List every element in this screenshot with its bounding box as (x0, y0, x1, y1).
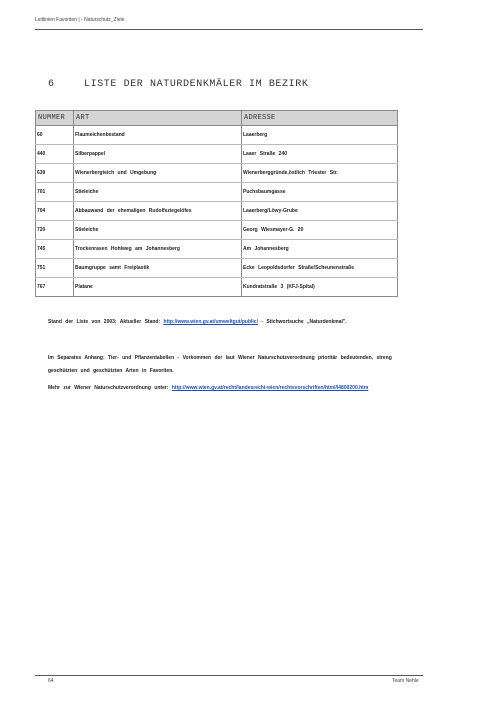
table-row (36, 259, 398, 278)
table-row (36, 278, 398, 297)
column-header-number: NUMMER (36, 111, 74, 126)
regulation-note (48, 382, 424, 395)
cell-address: Kundratstraße 3 (KFJ-Spital) (242, 278, 398, 297)
status-text: Stand der Liste von 2003; Aktueller Stand: (48, 319, 161, 325)
section-title: LISTE DER NATURDENKMÄLER IM BEZIRK (84, 79, 309, 90)
section-number: 6 (48, 79, 55, 90)
cell-address: Laaerberg/Löwy-Grube (242, 202, 398, 221)
cell-number: 639 (36, 164, 74, 183)
cell-address: Wienerberggründe,östlich Triester Str. (242, 164, 398, 183)
cell-address: Am Johannesberg (242, 240, 398, 259)
natural-monuments-table (35, 110, 398, 297)
regulation-text: Mehr zur Wiener Naturschutzverordnung unter: (48, 385, 169, 391)
page-number: 64 (48, 678, 54, 684)
cell-type: Trockenrasen Hohlweg am Johannesberg (74, 240, 242, 259)
cell-address: Laaerberg (242, 126, 398, 145)
cell-number: 751 (36, 259, 74, 278)
cell-number: 440 (36, 145, 74, 164)
cell-number: 720 (36, 221, 74, 240)
cell-type: Baumgruppe samt Freiplastik (74, 259, 242, 278)
list-status-note (48, 316, 424, 329)
cell-type: Silberpappel (74, 145, 242, 164)
regulation-link[interactable]: http://www.wien.gv.at/recht/landesrecht-wien/rechtsvorschriften/html/l4800200.htm (171, 385, 369, 391)
table-row (36, 202, 398, 221)
running-header: Leitlinien Favoriten | - Naturschutz_Ziele (35, 17, 125, 23)
cell-number: 60 (36, 126, 74, 145)
table-row (36, 126, 398, 145)
cell-address: Laaer Straße 240 (242, 145, 398, 164)
cell-number: 745 (36, 240, 74, 259)
cell-number: 704 (36, 202, 74, 221)
cell-type: Abbauwand der ehemaligen Rudolfsziegelöfes (74, 202, 242, 221)
cell-type: Stieleiche (74, 183, 242, 202)
footer-divider (35, 675, 423, 676)
table-row (36, 183, 398, 202)
cell-address: Puchsbaumgasse (242, 183, 398, 202)
cell-address: Ecke Leopoldsdorfer Straße/Scheunenstraße (242, 259, 398, 278)
appendix-note: Im Separates Anhang: Tier- und Pflanzentabellen - Vorkommen der laut Wiener Naturschutzverordnung prioritär bedeutenden, streng geschützten und geschützten Arten in Favoriten. (48, 355, 392, 374)
cell-number: 767 (36, 278, 74, 297)
cell-address: Georg Wiesmayer-G. 20 (242, 221, 398, 240)
table-row (36, 145, 398, 164)
status-suffix: - Stichwortsuche „Naturdenkmal". (261, 319, 347, 325)
footer-team: Team Nehle (392, 678, 419, 684)
table-row (36, 221, 398, 240)
umweltgut-link[interactable]: http://www.wien.gv.at/umweltgut/public/ (163, 319, 258, 325)
cell-type: Platane (74, 278, 242, 297)
header-divider (35, 29, 423, 30)
section-heading (48, 79, 308, 90)
table-row (36, 240, 398, 259)
column-header-type: ART (74, 111, 242, 126)
column-header-address: ADRESSE (242, 111, 398, 126)
cell-type: Flaumeichenbestand (74, 126, 242, 145)
cell-type: Wienerbergteich und Umgebung (74, 164, 242, 183)
table-header-row (36, 111, 398, 126)
cell-type: Stieleiche (74, 221, 242, 240)
cell-number: 701 (36, 183, 74, 202)
table-row (36, 164, 398, 183)
